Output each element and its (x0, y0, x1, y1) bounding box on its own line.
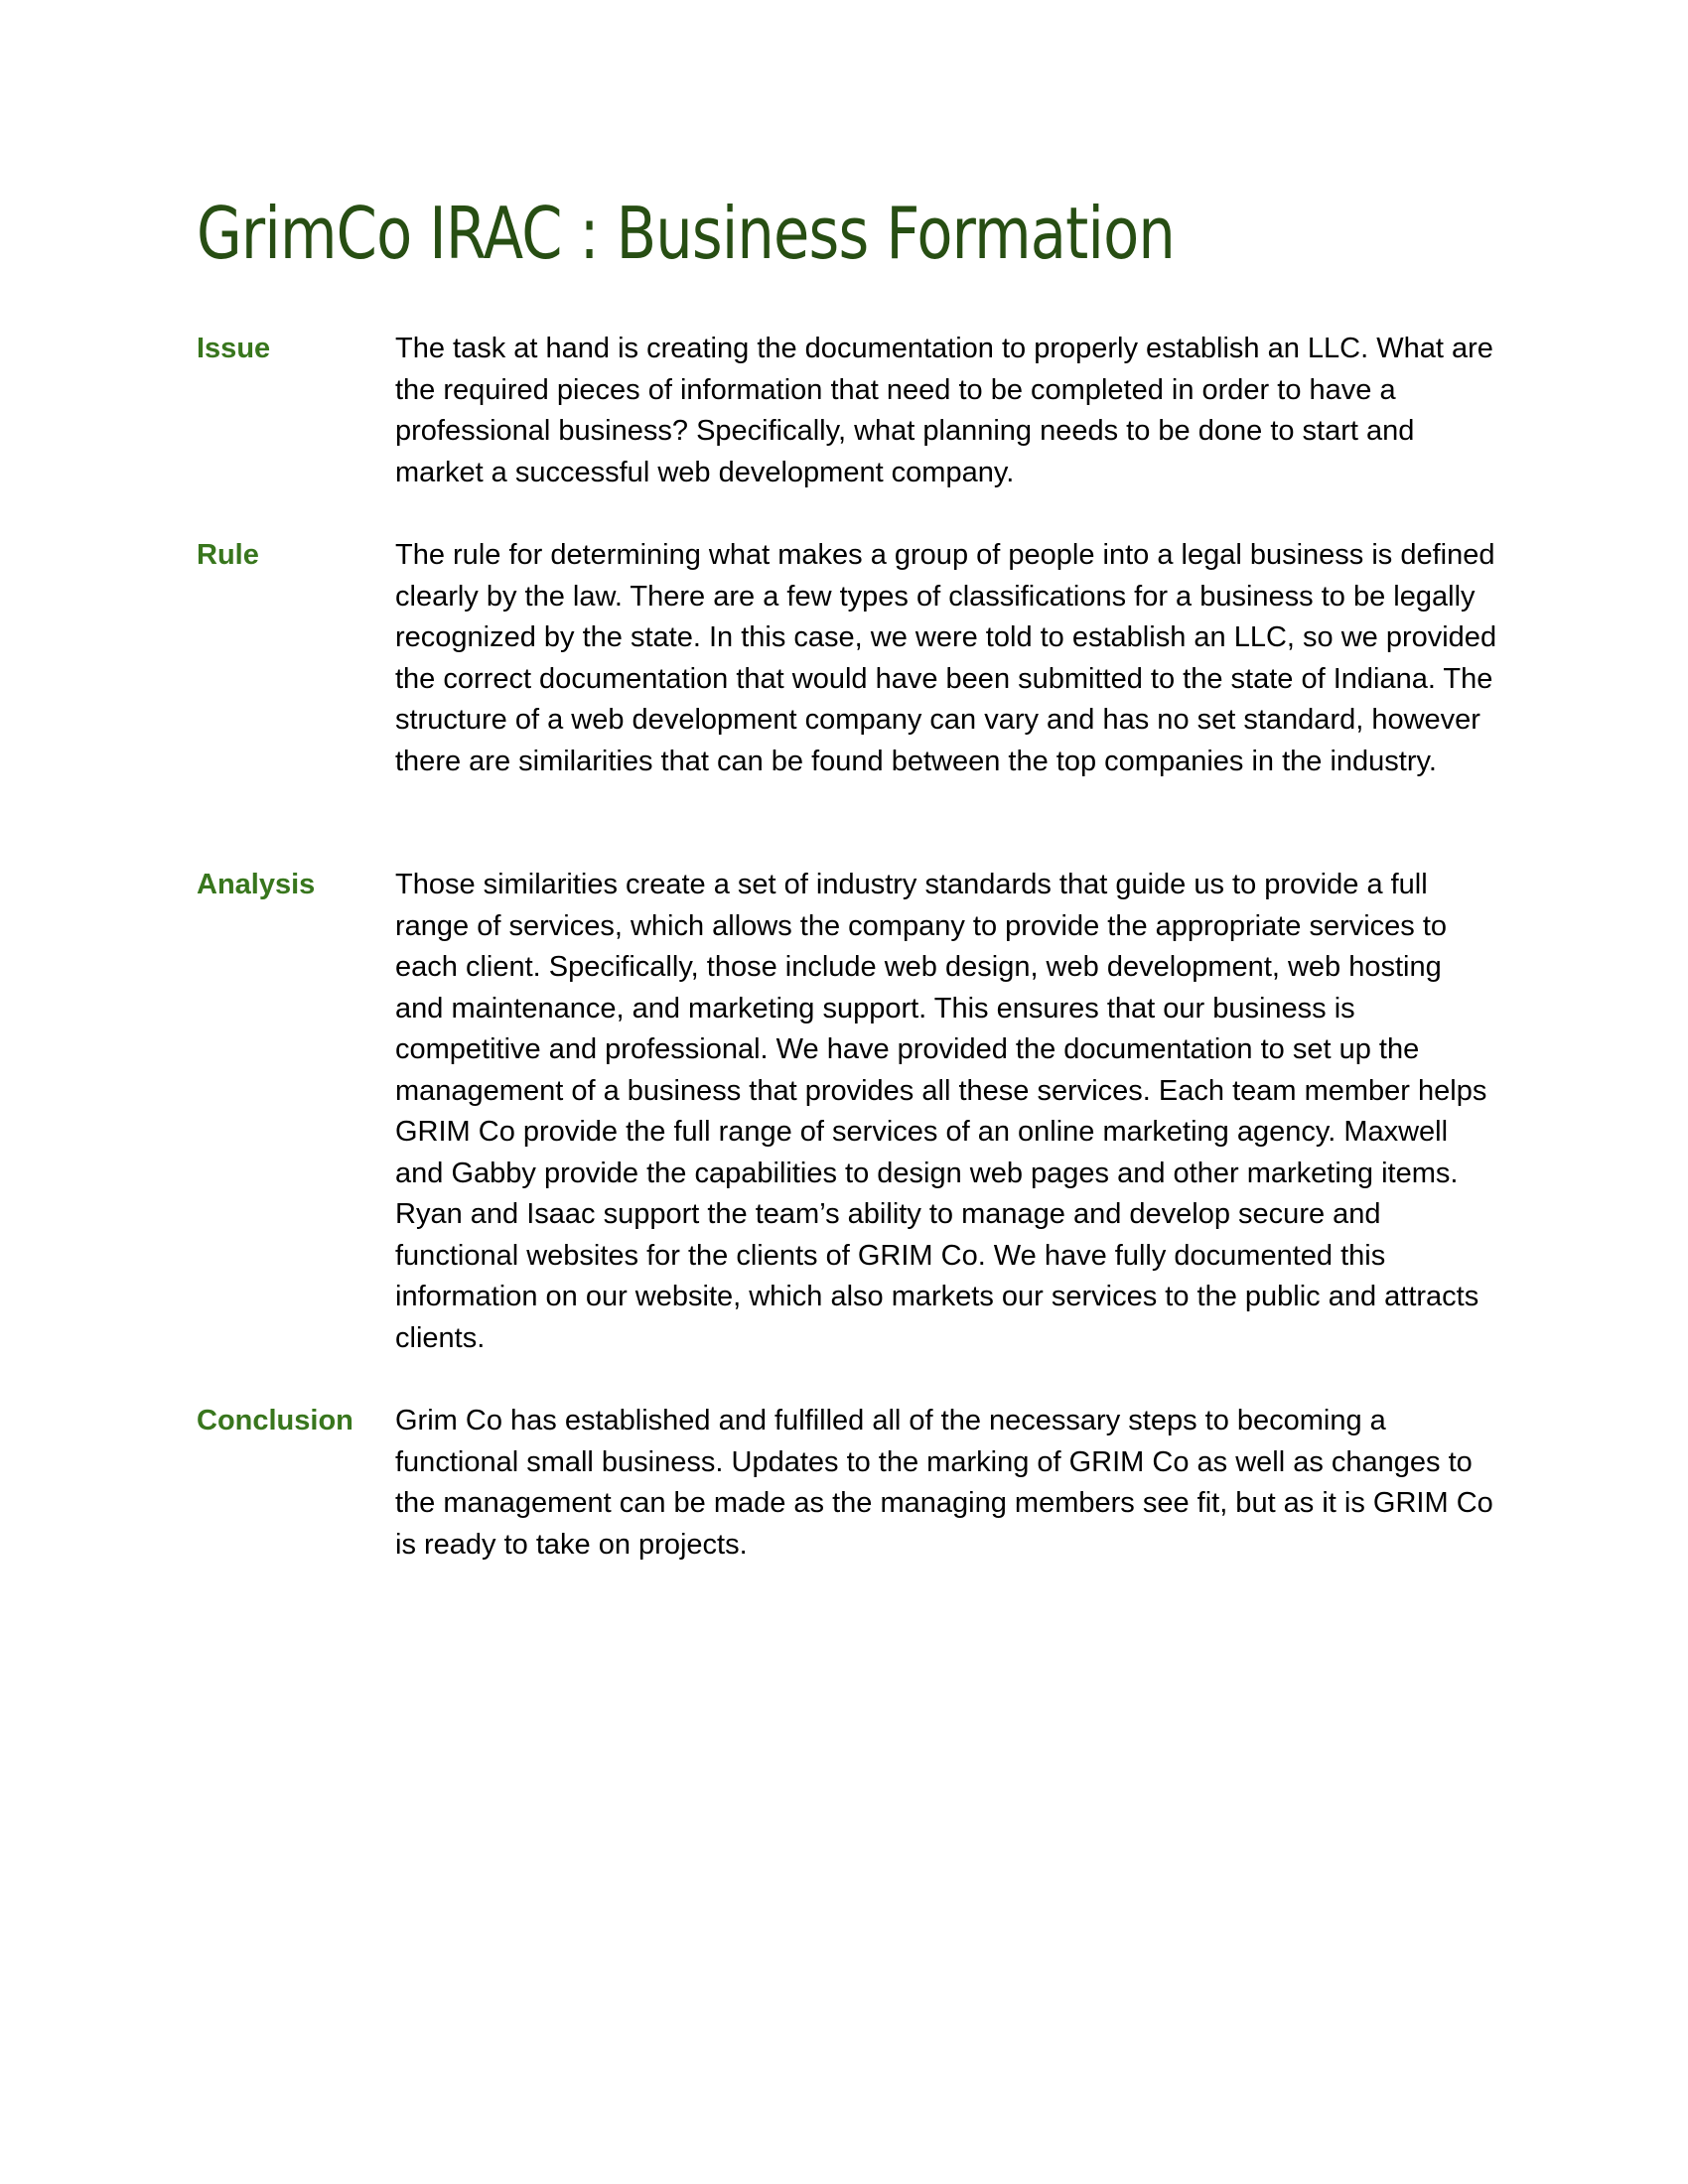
section-label-conclusion: Conclusion (197, 1405, 353, 1436)
section-label-rule: Rule (197, 539, 259, 571)
section-text-issue: The task at hand is creating the documentation to properly establish an LLC. What are the required pieces of information that need to be completed in order to have a professional business? Specifically, what planning needs to be done to start and market a successful web development company. (395, 333, 1493, 488)
section-text-rule: The rule for determining what makes a group of people into a legal business is defined clearly by the law. There are a few types of classifications for a business to be legally recognized by the state. In this case, we were told to establish an LLC, so we provided the correct documentation that would have been submitted to the state of Indiana. The structure of a web development company can vary and has no set standard, however there are similarities that can be found between the top companies in the industry. (395, 539, 1497, 777)
section-label-issue: Issue (197, 333, 271, 364)
section-text-conclusion: Grim Co has established and fulfilled all of the necessary steps to becoming a functional small business. Updates to the marking of GRIM Co as well as changes to the management can be made as the managing members see fit, but as it is GRIM Co is ready to take on projects. (395, 1405, 1493, 1561)
section-text-analysis: Those similarities create a set of industry standards that guide us to provide a full range of services, which allows the company to provide the appropriate services to each client. Specifically, those include web design, web development, web hosting and maintenance, and marketing support. This ensures that our business is competitive and professional. We have provided the documentation to set up the management of a business that provides all these services. Each team member helps GRIM Co provide the full range of services of an online marketing agency. Maxwell and Gabby provide the capabilities to design web pages and other marketing items. Ryan and Isaac support the team’s ability to manage and develop secure and functional websites for the clients of GRIM Co. We have fully documented this information on our website, which also markets our services to the public and attracts clients. (395, 869, 1487, 1354)
section-label-analysis: Analysis (197, 869, 316, 900)
document-title: GrimCo IRAC : Business Formation (197, 192, 1175, 275)
